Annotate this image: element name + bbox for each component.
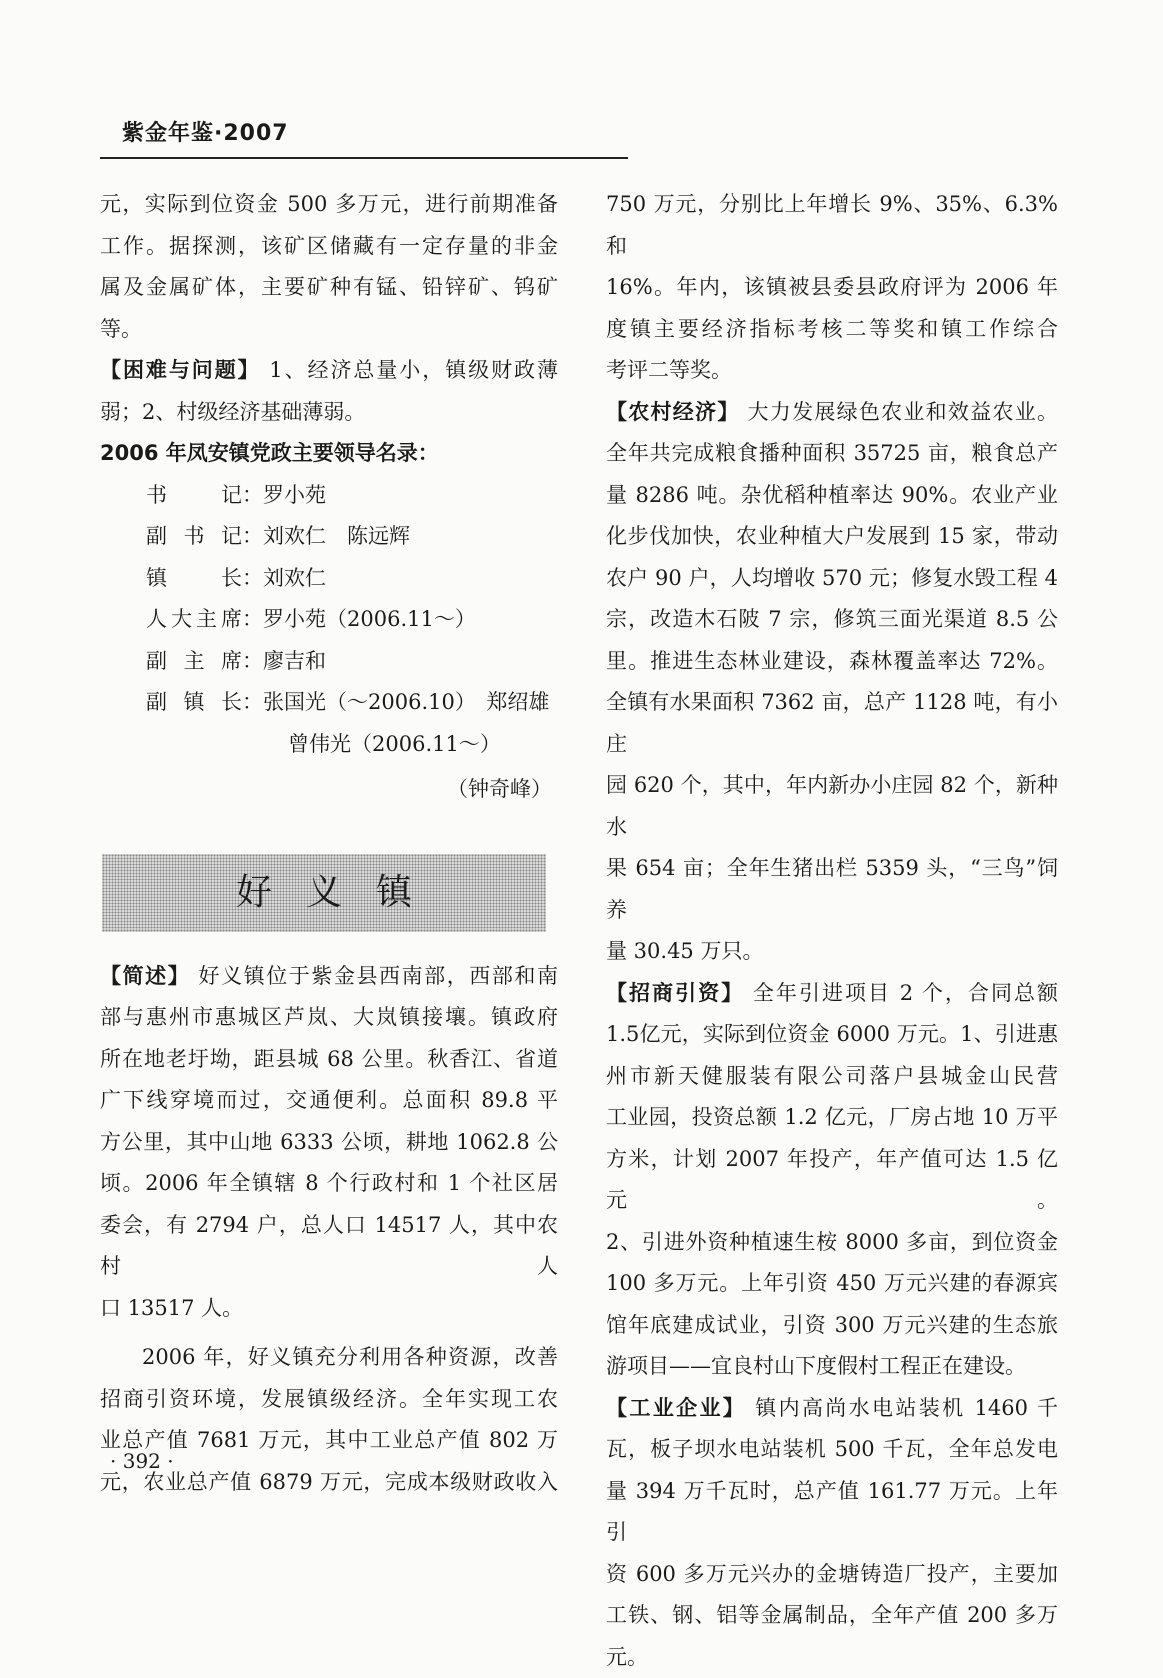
text-line: 工铁、钢、铝等金属制品，全年产值 200 多万 bbox=[606, 1595, 1058, 1637]
intro-tag: 【简述】 bbox=[100, 964, 190, 988]
section-heading bbox=[102, 854, 546, 932]
leader-row: 副主席：廖吉和 bbox=[100, 641, 558, 683]
difficulty-tag: 【困难与问题】 bbox=[100, 358, 261, 382]
text-line: 委会，有 2794 户，总人口 14517 人，其中农村人 bbox=[100, 1205, 558, 1288]
text-line: 园 620 个，其中，年内新办小庄园 82 个，新种水 bbox=[606, 765, 1058, 848]
text-line: 州市新天健服装有限公司落户县城金山民营 bbox=[606, 1056, 1058, 1098]
text-line: 量 30.45 万只。 bbox=[606, 931, 1058, 973]
text-line: 瓦，板子坝水电站装机 500 千瓦，全年总发电 bbox=[606, 1429, 1058, 1471]
leader-row-continued: 曾伟光（2006.11～） bbox=[100, 724, 558, 766]
text-line: 全年共完成粮食播种面积 35725 亩，粮食总产 bbox=[606, 433, 1058, 475]
text-line: 度镇主要经济指标考核二等奖和镇工作综合 bbox=[606, 309, 1058, 351]
left-column bbox=[100, 184, 558, 1503]
text-line: 方米，计划 2007 年投产，年产值可达 1.5 亿元。 bbox=[606, 1139, 1058, 1222]
text-line: 弱；2、村级经济基础薄弱。 bbox=[100, 392, 558, 434]
text-line: 馆年底建成试业，引资 300 万元兴建的生态旅 bbox=[606, 1305, 1058, 1347]
text-line: 化步伐加快，农业种植大户发展到 15 家，带动 bbox=[606, 516, 1058, 558]
text-line: 16%。年内，该镇被县委县政府评为 2006 年 bbox=[606, 267, 1058, 309]
header-rule bbox=[100, 157, 628, 159]
industry-paragraph: 【工业企业】 镇内高尚水电站装机 1460 千 bbox=[606, 1388, 1058, 1430]
text-line: 元。 bbox=[606, 1637, 1058, 1678]
difficulty-paragraph bbox=[100, 350, 558, 392]
text-line: 游项目——宜良村山下度假村工程正在建设。 bbox=[606, 1346, 1058, 1388]
text-line: 750 万元，分别比上年增长 9%、35%、6.3% 和 bbox=[606, 184, 1058, 267]
text-line: 工作。据探测，该矿区储藏有一定存量的非金 bbox=[100, 226, 558, 268]
text-line: 口 13517 人。 bbox=[100, 1288, 558, 1330]
text-line: 1、经济总量小，镇级财政薄 bbox=[269, 358, 558, 382]
text-line: 2006 年，好义镇充分利用各种资源，改善 bbox=[100, 1337, 558, 1379]
industry-tag: 【工业企业】 bbox=[606, 1396, 746, 1420]
text-line: 属及金属矿体，主要矿种有锰、铅锌矿、钨矿 bbox=[100, 267, 558, 309]
leader-row: 人大主席：罗小苑（2006.11～） bbox=[100, 599, 558, 641]
invest-tag: 【招商引资】 bbox=[606, 981, 744, 1005]
leader-row: 副书记：刘欢仁 陈远辉 bbox=[100, 516, 558, 558]
text-line: 量 8286 吨。杂优稻种植率达 90%。农业产业 bbox=[606, 475, 1058, 517]
text-line: 量 394 万千瓦时，总产值 161.77 万元。上年引 bbox=[606, 1471, 1058, 1554]
text-line: 果 654 亩；全年生猪出栏 5359 头，“三鸟”饲养 bbox=[606, 848, 1058, 931]
leader-list-title: 2006 年凤安镇党政主要领导名录： bbox=[100, 433, 558, 475]
text-line: 元，农业总产值 6879 万元，完成本级财政收入 bbox=[100, 1462, 558, 1504]
text-line: 资 600 多万元兴办的金塘铸造厂投产，主要加 bbox=[606, 1554, 1058, 1596]
running-header: 紫金年鉴·2007 bbox=[122, 116, 289, 147]
rural-tag: 【农村经济】 bbox=[606, 400, 740, 424]
text-line: 考评二等奖。 bbox=[606, 350, 1058, 392]
leader-row: 副镇长：张国光（～2006.10） 郑绍雄 bbox=[100, 682, 558, 724]
text-line: 1.5亿元，实际到位资金 6000 万元。1、引进惠 bbox=[606, 1014, 1058, 1056]
leader-row: 书记：罗小苑 bbox=[100, 475, 558, 517]
text-line: 宗，改造木石陂 7 宗，修筑三面光渠道 8.5 公 bbox=[606, 599, 1058, 641]
page-number: · 392 · bbox=[110, 1449, 174, 1473]
intro-paragraph: 【简述】 好义镇位于紫金县西南部，西部和南 bbox=[100, 956, 558, 998]
text-line: 方公里，其中山地 6333 公顷，耕地 1062.8 公 bbox=[100, 1122, 558, 1164]
text-line: 招商引资环境，发展镇级经济。全年实现工农 bbox=[100, 1379, 558, 1421]
invest-paragraph: 【招商引资】 全年引进项目 2 个，合同总额 bbox=[606, 973, 1058, 1015]
text-line: 农户 90 户，人均增收 570 元；修复水毁工程 4 bbox=[606, 558, 1058, 600]
text-line: 业总产值 7681 万元，其中工业总产值 802 万 bbox=[100, 1420, 558, 1462]
right-column bbox=[606, 184, 1058, 1678]
text-line: 里。推进生态林业建设，森林覆盖率达 72%。 bbox=[606, 641, 1058, 683]
text-line: 100 多万元。上年引资 450 万元兴建的春源宾 bbox=[606, 1263, 1058, 1305]
rural-paragraph: 【农村经济】 大力发展绿色农业和效益农业。 bbox=[606, 392, 1058, 434]
text-line: 顷。2006 年全镇辖 8 个行政村和 1 个社区居 bbox=[100, 1163, 558, 1205]
text-line: 2、引进外资种植速生桉 8000 多亩，到位资金 bbox=[606, 1222, 1058, 1264]
text-line: 元，实际到位资金 500 多万元，进行前期准备 bbox=[100, 184, 558, 226]
text-line: 所在地老圩坳，距县城 68 公里。秋香江、省道 bbox=[100, 1039, 558, 1081]
text-line: 广下线穿境而过，交通便利。总面积 89.8 平 bbox=[100, 1080, 558, 1122]
leader-row: 镇长：刘欢仁 bbox=[100, 558, 558, 600]
section-title: 好义镇 bbox=[202, 872, 446, 914]
text-line: 全镇有水果面积 7362 亩，总产 1128 吨，有小庄 bbox=[606, 682, 1058, 765]
author-credit: （钟奇峰） bbox=[100, 769, 558, 811]
text-line: 部与惠州市惠城区芦岚、大岚镇接壤。镇政府 bbox=[100, 997, 558, 1039]
text-line: 工业园，投资总额 1.2 亿元，厂房占地 10 万平 bbox=[606, 1097, 1058, 1139]
text-line: 等。 bbox=[100, 309, 558, 351]
